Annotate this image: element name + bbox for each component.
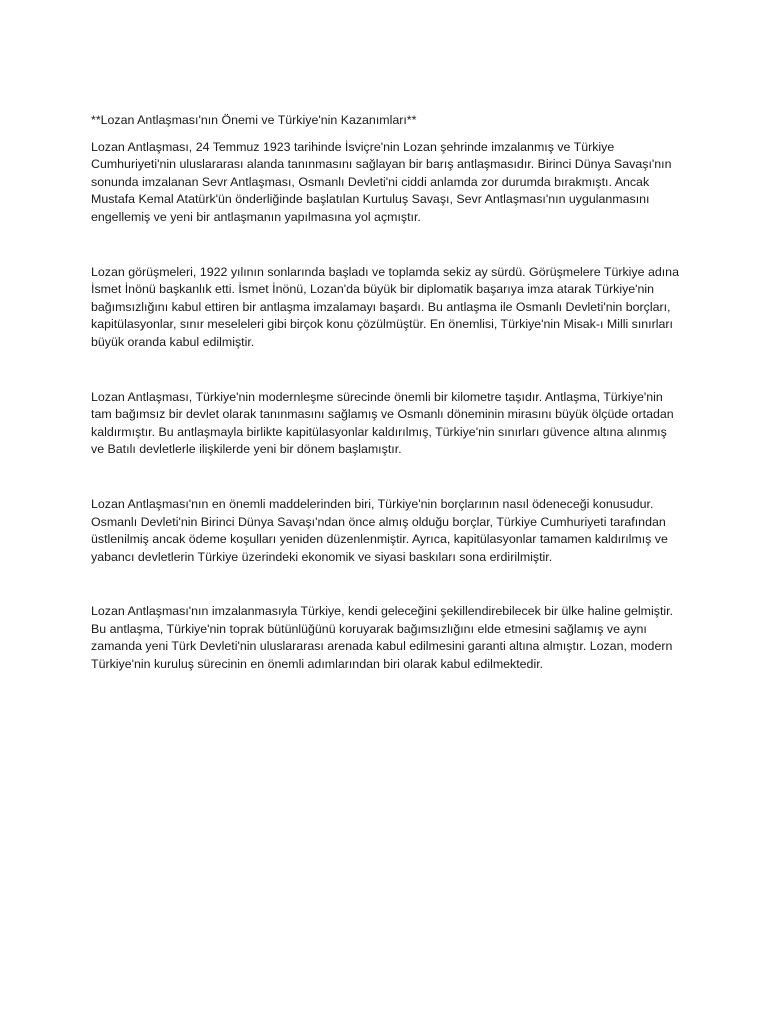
paragraph-4: Lozan Antlaşması'nın en önemli maddelerinden biri, Türkiye'nin borçlarının nasıl ödeneceği konusudur. Osmanlı Devleti'nin Birinci Dünya Savaşı'ndan önce almış olduğu borçlar, Türkiye Cumhuriyeti tarafından üstlenilmiş ancak ödeme koşulları yeniden düzenlenmiştir. Ayrıca, kapitülasyonlar tamamen kaldırılmış ve yabancı devletlerin Türkiye üzerindeki ekonomik ve siyasi baskıları sona erdirilmiştir. bbox=[91, 496, 668, 564]
document-title: **Lozan Antlaşması'nın Önemi ve Türkiye'nin Kazanımları** bbox=[91, 113, 417, 127]
document-body bbox=[91, 112, 681, 674]
paragraph-1: Lozan Antlaşması, 24 Temmuz 1923 tarihinde İsviçre'nin Lozan şehrinde imzalanmış ve Türkiye Cumhuriyeti'nin uluslararası alanda tanınmasını sağlayan bir barış antlaşmasıdır. Birinci Dünya Savaşı'nın sonunda imzalanan Sevr Antlaşması, Osmanlı Devleti'ni ciddi anlamda zor durumda bırakmıştı. Ancak Mustafa Kemal Atatürk'ün önderliğinde başlatılan Kurtuluş Savaşı, Sevr Antlaşması'nın uygulanmasını engellemiş ve yeni bir antlaşmanın yapılmasına yol açmıştır. bbox=[91, 139, 672, 224]
paragraph-3: Lozan Antlaşması, Türkiye'nin modernleşme sürecinde önemli bir kilometre taşıdır. Antlaşma, Türkiye'nin tam bağımsız bir devlet olarak tanınmasını sağlamış ve Osmanlı döneminin mirasını büyük ölçüde ortadan kaldırmıştır. Bu antlaşmayla birlikte kapitülasyonlar kaldırılmış, Türkiye'nin sınırları güvence altına alınmış ve Batılı devletlerle ilişkilerde yeni bir dönem başlamıştır. bbox=[91, 389, 674, 457]
paragraph-5: Lozan Antlaşması'nın imzalanmasıyla Türkiye, kendi geleceğini şekillendirebilecek bir ülke haline gelmiştir. Bu antlaşma, Türkiye'nin toprak bütünlüğünü koruyarak bağımsızlığını elde etmesini sağlamış ve aynı zamanda yeni Türk Devleti'nin uluslararası arenada kabul edilmesini garanti altına almıştır. Lozan, modern Türkiye'nin kuruluş sürecinin en önemli adımlarından biri olarak kabul edilmektedir. bbox=[91, 604, 674, 672]
paragraph-2: Lozan görüşmeleri, 1922 yılının sonlarında başladı ve toplamda sekiz ay sürdü. Görüşmelere Türkiye adına İsmet İnönü başkanlık etti. İsmet İnönü, Lozan'da büyük bir diplomatik başarıya imza atarak Türkiye'nin bağımsızlığını kabul ettiren bir antlaşma imzalamayı başardı. Bu antlaşma ile Osmanlı Devleti'nin borçları, kapitülasyonlar, sınır meseleleri gibi birçok konu çözülmüştür. En önemlisi, Türkiye'nin Misak-ı Milli sınırları büyük oranda kabul edilmiştir. bbox=[91, 264, 679, 349]
